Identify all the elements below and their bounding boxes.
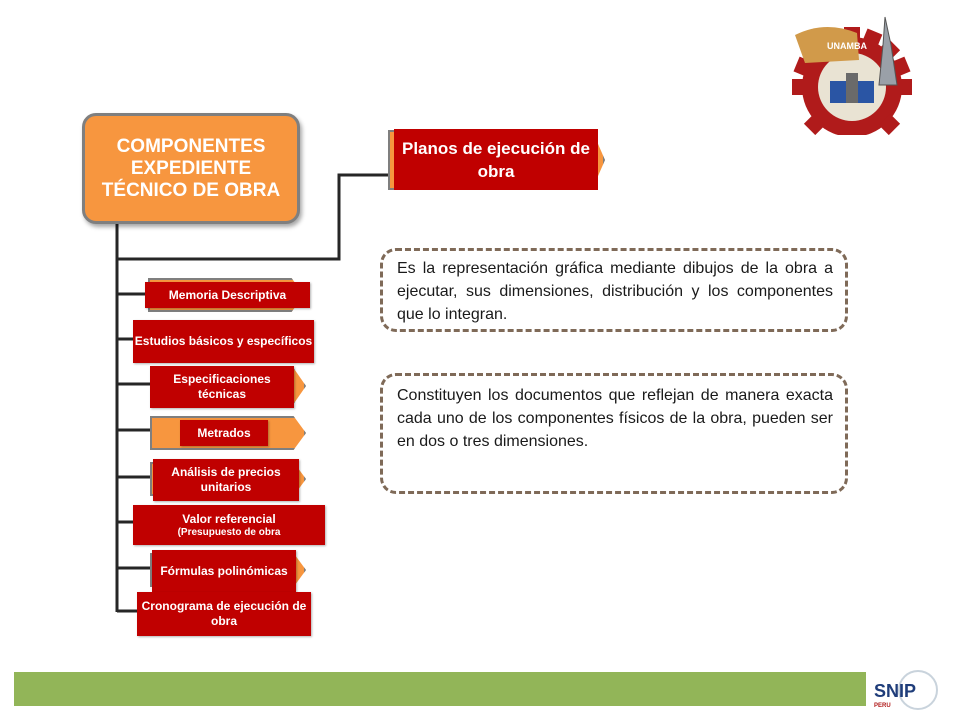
footer-bar bbox=[14, 672, 866, 706]
component-sublabel: (Presupuesto de obra bbox=[177, 527, 281, 538]
component-label: Cronograma de ejecución de obra bbox=[141, 599, 307, 628]
component-label: Estudios básicos y específicos bbox=[134, 334, 313, 348]
snip-logo bbox=[870, 668, 950, 712]
component-formulas-polinomicas[interactable] bbox=[152, 550, 296, 592]
snip-sub-text: PERU bbox=[874, 703, 891, 709]
component-label: Memoria Descriptiva bbox=[168, 287, 287, 302]
main-components-box bbox=[82, 113, 300, 224]
component-metrados[interactable] bbox=[180, 420, 268, 446]
description-box-1 bbox=[380, 248, 848, 332]
planos-label: Planos de ejecución de obra bbox=[401, 138, 590, 181]
component-estudios-basicos[interactable] bbox=[133, 320, 314, 363]
logo-banner-text: UNAMBA bbox=[827, 41, 867, 51]
component-label: Análisis de precios unitarios bbox=[171, 465, 281, 494]
description-text: Constituyen los documentos que reflejan de manera exacta cada uno de los componentes físicos de la obra, pueden ser en dos o tres dimensiones. bbox=[397, 387, 833, 450]
component-memoria-descriptiva[interactable] bbox=[145, 282, 310, 308]
description-text: Es la representación gráfica mediante dibujos de la obra a ejecutar, sus dimensiones, distribución y los componentes que lo integran. bbox=[397, 260, 833, 323]
planos-node[interactable] bbox=[394, 129, 598, 190]
component-label: Metrados bbox=[197, 425, 251, 440]
component-label: Valor referencial bbox=[182, 512, 276, 526]
component-especificaciones-tecnicas[interactable] bbox=[150, 366, 294, 408]
component-label: Fórmulas polinómicas bbox=[160, 563, 288, 578]
main-title: COMPONENTES EXPEDIENTE TÉCNICO DE OBRA bbox=[101, 135, 281, 201]
snip-text: SNIP bbox=[874, 681, 917, 701]
university-logo-icon bbox=[785, 15, 920, 135]
component-analisis-precios[interactable] bbox=[153, 459, 299, 501]
component-cronograma[interactable] bbox=[137, 592, 311, 636]
snip-logo-icon bbox=[870, 668, 950, 712]
description-box-2 bbox=[380, 373, 848, 494]
component-valor-referencial[interactable] bbox=[133, 505, 325, 545]
component-label: Especificaciones técnicas bbox=[173, 372, 271, 401]
